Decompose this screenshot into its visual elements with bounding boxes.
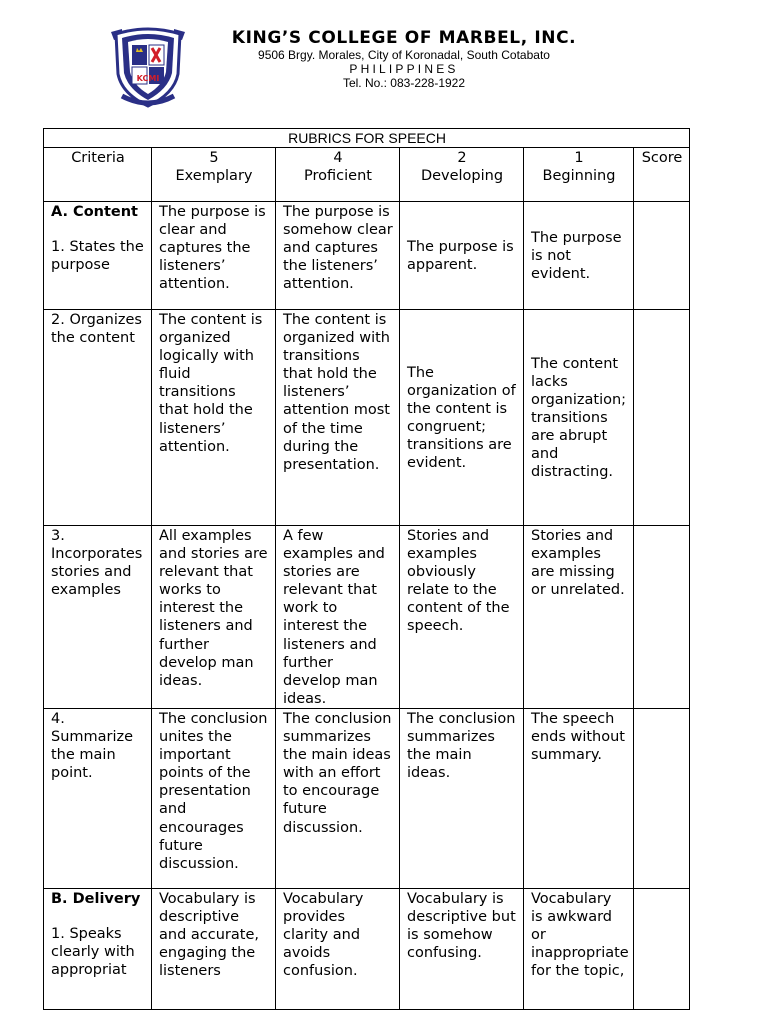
- exemplary-cell: Vocabulary is descriptive and accurate, engaging the listeners: [152, 888, 276, 1009]
- header-exemplary: [152, 148, 276, 202]
- table-row: [44, 526, 690, 709]
- header-developing: [400, 148, 524, 202]
- header-score-label: Score: [641, 150, 683, 166]
- proficient-cell: A few examples and stories are relevant that work to interest the listeners and further develop man ideas.: [276, 526, 400, 709]
- speech-rubric-table: [43, 128, 690, 1010]
- score-cell: [634, 310, 690, 526]
- table-row: [44, 708, 690, 888]
- developing-cell: Stories and examples obviously relate to the content of the speech.: [400, 526, 524, 709]
- criteria-cell: 4. Summarize the main point.: [44, 708, 152, 888]
- criteria-cell: 3. Incorporates stories and examples: [44, 526, 152, 709]
- header-criteria-label: Criteria: [71, 150, 125, 166]
- header-proficient-score: 4: [333, 150, 343, 166]
- beginning-cell: The content lacks organization; transitions are abrupt and distracting.: [524, 310, 634, 526]
- exemplary-cell: All examples and stories are relevant that works to interest the listeners and further develop man ideas.: [152, 526, 276, 709]
- header-developing-label: Developing: [420, 168, 504, 185]
- criteria-cell: [44, 888, 152, 1009]
- section-heading: A. Content: [51, 204, 138, 220]
- proficient-cell: The purpose is somehow clear and captures the listeners’ attention.: [276, 202, 400, 310]
- beginning-cell: The speech ends without summary.: [524, 708, 634, 888]
- beginning-cell: The purpose is not evident.: [524, 202, 634, 310]
- score-cell: [634, 708, 690, 888]
- developing-cell: Vocabulary is descriptive but is somehow confusing.: [400, 888, 524, 1009]
- header-proficient: [276, 148, 400, 202]
- table-row: [44, 310, 690, 526]
- developing-cell: The conclusion summarizes the main ideas.: [400, 708, 524, 888]
- header-criteria: [44, 148, 152, 202]
- header-exemplary-label: Exemplary: [175, 168, 253, 185]
- school-telephone: Tel. No.: 083-228-1922: [342, 76, 466, 90]
- score-cell: [634, 526, 690, 709]
- score-cell: [634, 202, 690, 310]
- table-header-row: [44, 148, 690, 202]
- proficient-cell: Vocabulary provides clarity and avoids confusion.: [276, 888, 400, 1009]
- header-proficient-label: Proficient: [304, 168, 372, 185]
- school-name: KING’S COLLEGE OF MARBEL, INC.: [231, 28, 577, 48]
- college-logo: [108, 26, 188, 110]
- criteria-cell: [44, 202, 152, 310]
- school-country: PHILIPPINES: [349, 62, 459, 76]
- developing-cell: The organization of the content is congruent; transitions are evident.: [400, 310, 524, 526]
- score-cell: [634, 888, 690, 1009]
- criteria-text: 1. States the purpose: [51, 239, 144, 274]
- school-address: 9506 Brgy. Morales, City of Koronadal, South Cotabato: [258, 48, 550, 62]
- section-heading: B. Delivery: [51, 890, 141, 907]
- table-title-row: [44, 129, 690, 148]
- beginning-cell: Vocabulary is awkward or inappropriate for the topic,: [524, 888, 634, 1009]
- header-score: [634, 148, 690, 202]
- table-row: [44, 888, 690, 1009]
- exemplary-cell: The purpose is clear and captures the listeners’ attention.: [152, 202, 276, 310]
- exemplary-cell: The content is organized logically with fluid transitions that hold the listeners’ attention.: [152, 310, 276, 526]
- rubric-title: RUBRICS FOR SPEECH: [44, 129, 690, 148]
- beginning-cell: Stories and examples are missing or unrelated.: [524, 526, 634, 709]
- proficient-cell: The content is organized with transitions that hold the listeners’ attention most of the time during the presentation.: [276, 310, 400, 526]
- header-beginning: [524, 148, 634, 202]
- header-exemplary-score: 5: [209, 150, 219, 166]
- criteria-cell: 2. Organizes the content: [44, 310, 152, 526]
- letterhead: [200, 28, 608, 90]
- exemplary-cell: The conclusion unites the important points of the presentation and encourages future discussion.: [152, 708, 276, 888]
- college-seal-icon: [108, 26, 188, 110]
- header-beginning-score: 1: [574, 150, 584, 166]
- header-developing-score: 2: [457, 150, 467, 166]
- proficient-cell: The conclusion summarizes the main ideas with an effort to encourage future discussion.: [276, 708, 400, 888]
- developing-cell: The purpose is apparent.: [400, 202, 524, 310]
- table-row: [44, 202, 690, 310]
- svg-text:KCMI: KCMI: [136, 74, 160, 83]
- header-beginning-label: Beginning: [542, 168, 616, 185]
- criteria-text: 1. Speaks clearly with appropriat: [51, 926, 135, 979]
